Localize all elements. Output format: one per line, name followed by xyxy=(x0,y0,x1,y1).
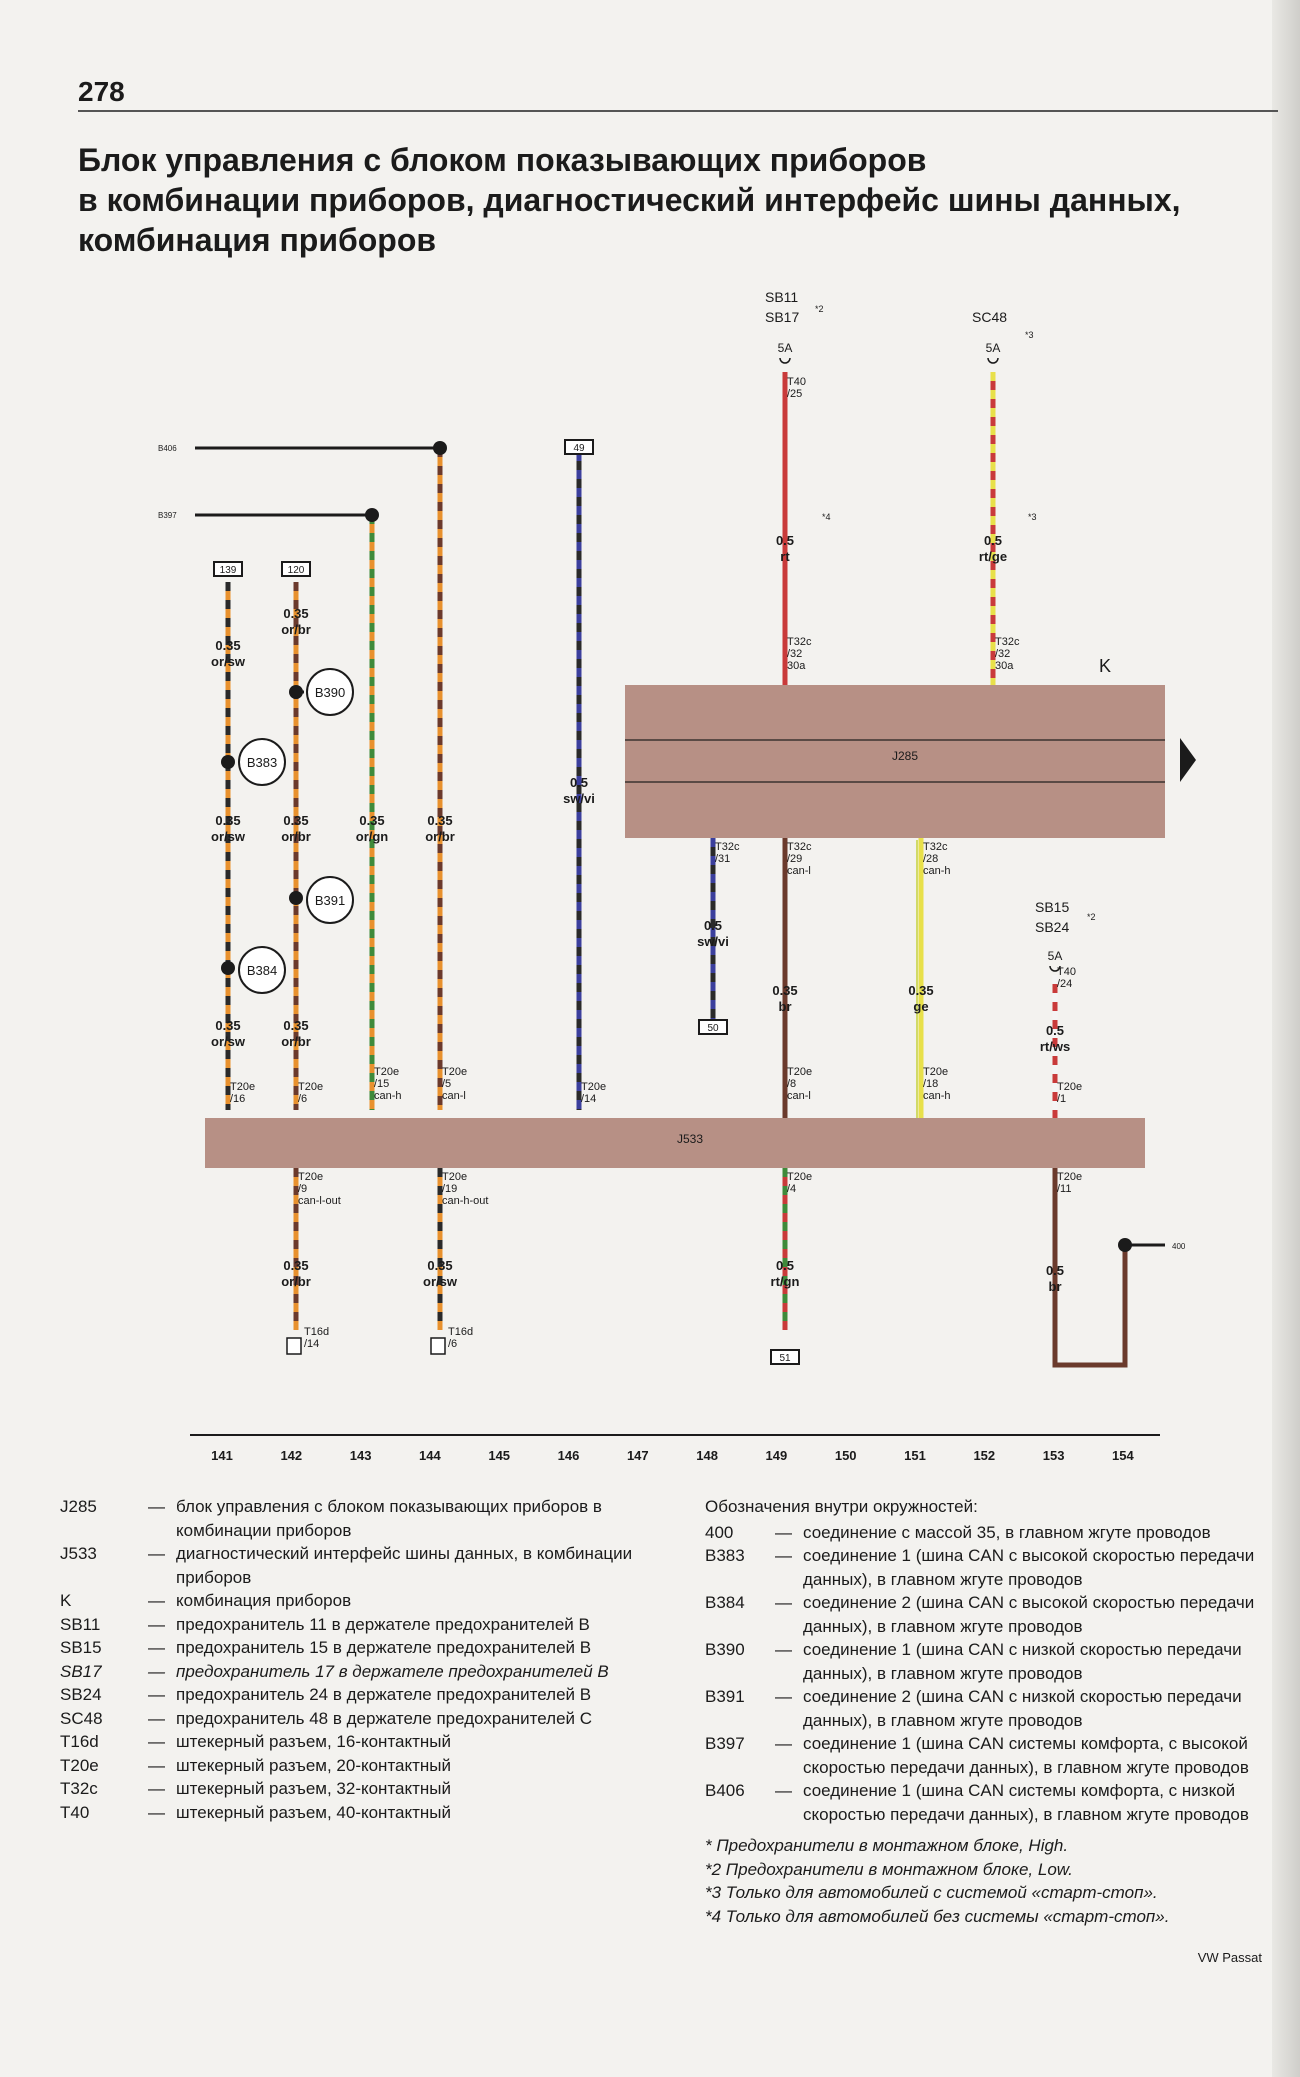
wire-149-top-label-color: rt xyxy=(780,549,790,564)
legend-dash: — xyxy=(148,1591,165,1610)
legend-code: T16d xyxy=(60,1732,99,1751)
pin-t20e-19-line-0: T20e xyxy=(442,1171,468,1183)
legend-dash: — xyxy=(148,1755,165,1775)
wire-142-b-color: or/br xyxy=(281,829,311,844)
legend-dash: — xyxy=(148,1614,165,1634)
component-k: K xyxy=(1098,656,1112,676)
page-number: 278 xyxy=(78,76,125,107)
legend-text: предохранитель 15 в держателе предохранителей В xyxy=(176,1638,592,1657)
pin-t20e-9-line-0: T20e xyxy=(298,1171,324,1183)
wire-142-low-label-color: or/br xyxy=(281,1274,311,1289)
legend-dash: — xyxy=(148,1779,165,1798)
circle-b390: B390 xyxy=(314,685,346,700)
legend-dash: — xyxy=(148,1802,165,1822)
fuse-sb24: SB24 xyxy=(1035,919,1070,935)
legend-code: J533 xyxy=(60,1544,97,1563)
legend-item xyxy=(60,1730,660,1754)
legend-text: штекерный разъем, 40-контактный xyxy=(176,1802,452,1822)
pin-t20e-18-line-1: /18 xyxy=(923,1078,939,1090)
wire-142-c-gauge: 0.35 xyxy=(283,1018,309,1033)
pin-t20e-5-line-1: /5 xyxy=(442,1078,452,1090)
wire-153-top-label-color: rt/ws xyxy=(1039,1039,1071,1054)
legend-item xyxy=(60,1613,660,1637)
pin-t20e-15-line-0: T20e xyxy=(374,1066,400,1078)
pin-t32c-29-line-2: can-l xyxy=(787,865,811,877)
legend-item xyxy=(705,1638,1265,1685)
legend-code: SB17 xyxy=(60,1661,102,1681)
junction-b391 xyxy=(289,891,303,905)
legend-item xyxy=(60,1589,660,1613)
legend-text: соединение 1 (шина CAN с высокой скоростью передачи данных), в главном жгуте проводов xyxy=(803,1546,1255,1589)
wire-152-top-label-gauge: 0.5 xyxy=(983,533,1003,548)
wire-141-c-color: or/sw xyxy=(211,1034,245,1049)
legend-code: B390 xyxy=(705,1640,745,1659)
fuse-sc48-symbol-symbol xyxy=(988,358,998,363)
pin-t16d-6-line-0: T16d xyxy=(448,1326,474,1338)
footnotes xyxy=(705,1834,1265,1928)
wire-142-c-color: or/br xyxy=(281,1034,311,1049)
box-120: 120 xyxy=(287,565,305,576)
legend-text: штекерный разъем, 32-контактный xyxy=(176,1779,452,1798)
column-number: 151 xyxy=(904,1448,926,1463)
pin-t32c-31-line-1: /31 xyxy=(715,853,731,865)
pin-t32c-29-line-1: /29 xyxy=(787,853,803,865)
legend-code: T32c xyxy=(60,1779,98,1798)
bus-b406-label: B406 xyxy=(158,444,177,453)
column-number: 150 xyxy=(834,1448,857,1463)
wire-149-mid-label-gauge: 0.35 xyxy=(772,983,798,998)
legend-right xyxy=(705,1495,1265,1928)
column-number: 143 xyxy=(349,1448,372,1463)
junction-b384 xyxy=(221,961,235,975)
fuse-sb15-symbol-rating: 5A xyxy=(1047,949,1063,963)
pin-t20e-15-line-1: /15 xyxy=(374,1078,390,1090)
pin-t20e-11-line-0: T20e xyxy=(1057,1171,1083,1183)
box-51: 51 xyxy=(779,1353,791,1364)
pin-t32c-32-a-line-2: 30a xyxy=(787,660,806,672)
pin-t20e-6-line-0: T20e xyxy=(298,1081,324,1093)
footnote: * Предохранители в монтажном блоке, High. xyxy=(705,1836,1069,1855)
column-number: 147 xyxy=(626,1448,649,1463)
title-line-1: Блок управления с блоком показывающих приборов xyxy=(78,142,927,178)
wire-141-a-gauge: 0.35 xyxy=(215,638,241,653)
pin-t40-24-line-0: T40 xyxy=(1057,966,1076,978)
legend-code: SB24 xyxy=(60,1685,102,1704)
continuation-arrow xyxy=(1180,738,1196,782)
wire-141-c-gauge: 0.35 xyxy=(215,1018,241,1033)
legend-text: соединение 1 (шина CAN системы комфорта, с низкой скоростью передачи данных), в главном жгуте проводов xyxy=(803,1781,1249,1824)
wire-153-low-label-gauge: 0.5 xyxy=(1045,1263,1065,1278)
pin-t32c-29-line-0: T32c xyxy=(787,841,812,853)
legend-dash: — xyxy=(148,1638,165,1657)
pin-t20e-18-line-0: T20e xyxy=(923,1066,949,1078)
wire-143-color: or/gn xyxy=(355,829,389,844)
circle-b391: B391 xyxy=(314,893,346,908)
pin-t32c-32-b-line-2: 30a xyxy=(995,660,1014,672)
junction-b406 xyxy=(433,441,447,455)
wire-153-low-label-color: br xyxy=(1048,1279,1062,1294)
pin-t40-24-line-1: /24 xyxy=(1057,978,1073,990)
pin-t20e-9-line-1: /9 xyxy=(298,1183,308,1195)
wire-146-gauge: 0.5 xyxy=(569,775,589,790)
legend-code: 400 xyxy=(705,1522,734,1542)
pin-t40-25-line-1: /25 xyxy=(787,388,803,400)
component-j533: J533 xyxy=(676,1132,704,1146)
legend-dash: — xyxy=(775,1593,792,1612)
legend-code: SB15 xyxy=(60,1638,102,1657)
pin-t20e-8-line-2: can-l xyxy=(787,1090,811,1102)
wire-141-a-color: or/sw xyxy=(211,654,245,669)
note-3-mark: *3 xyxy=(1028,512,1037,522)
legend-item xyxy=(705,1544,1265,1591)
footnote: *4 Только для автомобилей без системы «старт-стоп». xyxy=(705,1906,1170,1926)
fuse-sb15-note: *2 xyxy=(1087,912,1096,922)
legend-text: соединение 2 (шина CAN с низкой скоростью передачи данных), в главном жгуте проводов xyxy=(803,1687,1242,1730)
pin-t20e-14-line-0: T20e xyxy=(581,1081,607,1093)
pin-t32c-28-line-0: T32c xyxy=(923,841,948,853)
pin-t20e-14-line-1: /14 xyxy=(581,1093,597,1105)
legend-code: B397 xyxy=(705,1734,745,1753)
wire-149-top-label-gauge: 0.5 xyxy=(775,533,795,548)
note-4-mark: *4 xyxy=(822,512,831,522)
box-50: 50 xyxy=(707,1023,719,1034)
wire-141-b-gauge: 0.35 xyxy=(215,813,241,828)
legend-text: штекерный разъем, 20-контактный xyxy=(176,1755,452,1775)
legend-item xyxy=(60,1542,660,1589)
legend-item xyxy=(705,1685,1265,1732)
column-number: 142 xyxy=(280,1448,303,1463)
legend-dash: — xyxy=(148,1732,165,1751)
pin-t16d-14-line-0: T16d xyxy=(304,1326,330,1338)
fuse-sb11-symbol-symbol xyxy=(780,358,790,363)
legend-dash: — xyxy=(775,1522,792,1542)
legend-text: штекерный разъем, 16-контактный xyxy=(176,1732,452,1751)
footnote: *2 Предохранители в монтажном блоке, Low. xyxy=(705,1859,1073,1879)
wire-144-gauge: 0.35 xyxy=(427,813,453,828)
box-139: 139 xyxy=(219,565,237,576)
legend-dash: — xyxy=(148,1685,165,1704)
pin-t32c-32-a-line-1: /32 xyxy=(787,648,803,660)
legend-dash: — xyxy=(775,1781,792,1800)
legend-code: T20e xyxy=(60,1755,99,1775)
circle-b384: B384 xyxy=(246,963,278,978)
pin-t32c-28-line-2: can-h xyxy=(923,865,951,877)
pin-t40-25-line-0: T40 xyxy=(787,376,806,388)
legend-code: B406 xyxy=(705,1781,745,1800)
legend-dash: — xyxy=(148,1661,165,1681)
legend-code: K xyxy=(60,1591,72,1610)
circle-b383: B383 xyxy=(246,755,278,770)
legend-item xyxy=(60,1707,660,1731)
legend-item xyxy=(705,1521,1265,1545)
wire-142-b-gauge: 0.35 xyxy=(283,813,309,828)
wire-142-a-gauge: 0.35 xyxy=(283,606,309,621)
pin-t32c-32-b-line-1: /32 xyxy=(995,648,1011,660)
pin-t20e-11-line-1: /11 xyxy=(1057,1183,1072,1195)
connector-t16d-14 xyxy=(287,1338,301,1354)
fuse-sb11: SB11 xyxy=(765,289,799,305)
junction-b383 xyxy=(221,755,235,769)
wire-141-b-color: or/sw xyxy=(211,829,245,844)
wire-153-top-label-gauge: 0.5 xyxy=(1045,1023,1065,1038)
pin-t20e-19-line-1: /19 xyxy=(442,1183,458,1195)
pin-t20e-19-line-2: can-h-out xyxy=(442,1195,489,1207)
legend-code: SC48 xyxy=(60,1708,103,1728)
footnote: *3 Только для автомобилей с системой «старт-стоп». xyxy=(705,1883,1158,1902)
legend-dash: — xyxy=(775,1546,792,1565)
column-number: 146 xyxy=(557,1448,580,1463)
pin-t20e-16-line-1: /16 xyxy=(230,1093,246,1105)
pin-t32c-28-line-1: /28 xyxy=(923,853,939,865)
wire-142-a-color: or/br xyxy=(281,622,311,637)
legend-code: B391 xyxy=(705,1687,745,1706)
wire-153-low xyxy=(1055,1168,1125,1365)
legend-text: предохранитель 17 в держателе предохранителей В xyxy=(176,1661,609,1681)
column-number: 153 xyxy=(1042,1448,1065,1463)
fuse-sb17: SB17 xyxy=(765,309,800,325)
wire-142-low-label-gauge: 0.35 xyxy=(283,1258,309,1273)
pin-t20e-1-line-1: /1 xyxy=(1057,1093,1067,1105)
legend-item xyxy=(60,1636,660,1660)
ground-400-label: 400 xyxy=(1172,1242,1186,1251)
wire-149-mid-label-color: br xyxy=(778,999,792,1014)
junction-400 xyxy=(1118,1238,1132,1252)
legend-code: SB11 xyxy=(60,1614,101,1634)
fuse-sc48-note: *3 xyxy=(1025,330,1034,340)
wire-146-color: sw/vi xyxy=(563,791,595,806)
legend-code: T40 xyxy=(60,1802,90,1822)
pin-t32c-32-b-line-0: T32c xyxy=(995,636,1020,648)
legend-text: комбинация приборов xyxy=(176,1591,352,1610)
pin-t20e-16-line-0: T20e xyxy=(230,1081,256,1093)
column-number: 145 xyxy=(488,1448,511,1463)
component-j285: J285 xyxy=(891,749,919,763)
fuse-sb15: SB15 xyxy=(1035,899,1070,915)
legend-code: B383 xyxy=(705,1546,745,1565)
legend-item xyxy=(60,1495,660,1542)
legend-text: соединение 1 (шина CAN системы комфорта, с высокой скоростью передачи данных), в главном жгуте проводов xyxy=(803,1734,1249,1777)
column-number: 141 xyxy=(211,1448,233,1463)
wire-152-top-label-color: rt/ge xyxy=(978,549,1008,564)
wire-144-low-label-gauge: 0.35 xyxy=(427,1258,453,1273)
legend-item xyxy=(60,1754,660,1778)
pin-t16d-14-line-1: /14 xyxy=(304,1338,320,1350)
title-line-2: в комбинации приборов, диагностический интерфейс шины данных, xyxy=(78,182,1181,218)
fuse-sc48: SC48 xyxy=(972,309,1008,325)
legend-left xyxy=(60,1495,660,1824)
harness-j533 xyxy=(205,1118,1145,1168)
legend-dash: — xyxy=(148,1708,165,1728)
column-number: 149 xyxy=(765,1448,788,1463)
legend-text: блок управления с блоком показывающих приборов в комбинации приборов xyxy=(176,1497,602,1540)
legend-text: предохранитель 48 в держателе предохранителей С xyxy=(176,1708,593,1728)
legend-code: B384 xyxy=(705,1593,745,1612)
column-number: 148 xyxy=(696,1448,718,1463)
junction-b397 xyxy=(365,508,379,522)
wire-149-low-label-gauge: 0.5 xyxy=(775,1258,795,1273)
legend-dash: — xyxy=(775,1734,792,1753)
wire-148-label-gauge: 0.5 xyxy=(703,918,723,933)
pin-t32c-31-line-0: T32c xyxy=(715,841,740,853)
pin-t20e-6-line-1: /6 xyxy=(298,1093,308,1105)
legend-item xyxy=(60,1683,660,1707)
legend-text: соединение 1 (шина CAN с низкой скоростью передачи данных), в главном жгуте проводов xyxy=(803,1640,1242,1683)
fuse-sb11-note: *2 xyxy=(815,304,824,314)
fuse-sc48-symbol-rating: 5A xyxy=(985,341,1001,355)
title-line-3: комбинация приборов xyxy=(78,222,437,258)
wire-151-label-color: ge xyxy=(913,999,929,1014)
legend-item xyxy=(60,1777,660,1801)
pin-t20e-4-line-0: T20e xyxy=(787,1171,813,1183)
bus-b397-label: B397 xyxy=(158,511,177,520)
pin-t20e-15-line-2: can-h xyxy=(374,1090,402,1102)
legend-dash: — xyxy=(148,1497,165,1516)
legend-right-heading: Обозначения внутри окружностей: xyxy=(705,1497,978,1516)
legend-item xyxy=(705,1732,1265,1779)
pin-t20e-5-line-0: T20e xyxy=(442,1066,468,1078)
column-number: 144 xyxy=(419,1448,441,1463)
legend-text: диагностический интерфейс шины данных, в комбинации приборов xyxy=(176,1544,633,1587)
legend-text: соединение 2 (шина CAN с высокой скоростью передачи данных), в главном жгуте проводов xyxy=(803,1593,1255,1636)
wire-148-label-color: sw/vi xyxy=(697,934,729,949)
connector-t16d-6 xyxy=(431,1338,445,1354)
wire-144-color: or/br xyxy=(425,829,455,844)
pin-t20e-18-line-2: can-h xyxy=(923,1090,951,1102)
legend-dash: — xyxy=(148,1544,165,1563)
legend-item xyxy=(60,1660,660,1684)
legend-item xyxy=(60,1801,660,1825)
wire-144-low-label-color: or/sw xyxy=(423,1274,457,1289)
pin-t20e-8-line-1: /8 xyxy=(787,1078,797,1090)
pin-t20e-1-line-0: T20e xyxy=(1057,1081,1083,1093)
junction-b390 xyxy=(289,685,303,699)
fuse-sb11-symbol-rating: 5A xyxy=(777,341,793,355)
column-number: 152 xyxy=(973,1448,996,1463)
legend-dash: — xyxy=(775,1687,792,1706)
legend-dash: — xyxy=(775,1640,792,1659)
legend-code: J285 xyxy=(60,1497,97,1516)
legend-item xyxy=(705,1591,1265,1638)
legend-item xyxy=(705,1779,1265,1826)
pin-t16d-6-line-1: /6 xyxy=(448,1338,458,1350)
legend-text: соединение с массой 35, в главном жгуте проводов xyxy=(803,1522,1211,1542)
pin-t20e-4-line-1: /4 xyxy=(787,1183,797,1195)
pin-t20e-8-line-0: T20e xyxy=(787,1066,813,1078)
footer-brand: VW Passat xyxy=(1197,1950,1262,1965)
pin-t32c-32-a-line-0: T32c xyxy=(787,636,812,648)
legend-text: предохранитель 11 в держателе предохранителей В xyxy=(176,1614,590,1634)
wire-143-gauge: 0.35 xyxy=(359,813,385,828)
wire-149-low-label-color: rt/gn xyxy=(770,1274,800,1289)
column-number: 154 xyxy=(1112,1448,1134,1463)
legend-text: предохранитель 24 в держателе предохранителей В xyxy=(176,1685,592,1704)
pin-t20e-9-line-2: can-l-out xyxy=(298,1195,341,1207)
pin-t20e-5-line-2: can-l xyxy=(442,1090,466,1102)
wire-151-label-gauge: 0.35 xyxy=(908,983,934,998)
box-49: 49 xyxy=(573,443,585,454)
